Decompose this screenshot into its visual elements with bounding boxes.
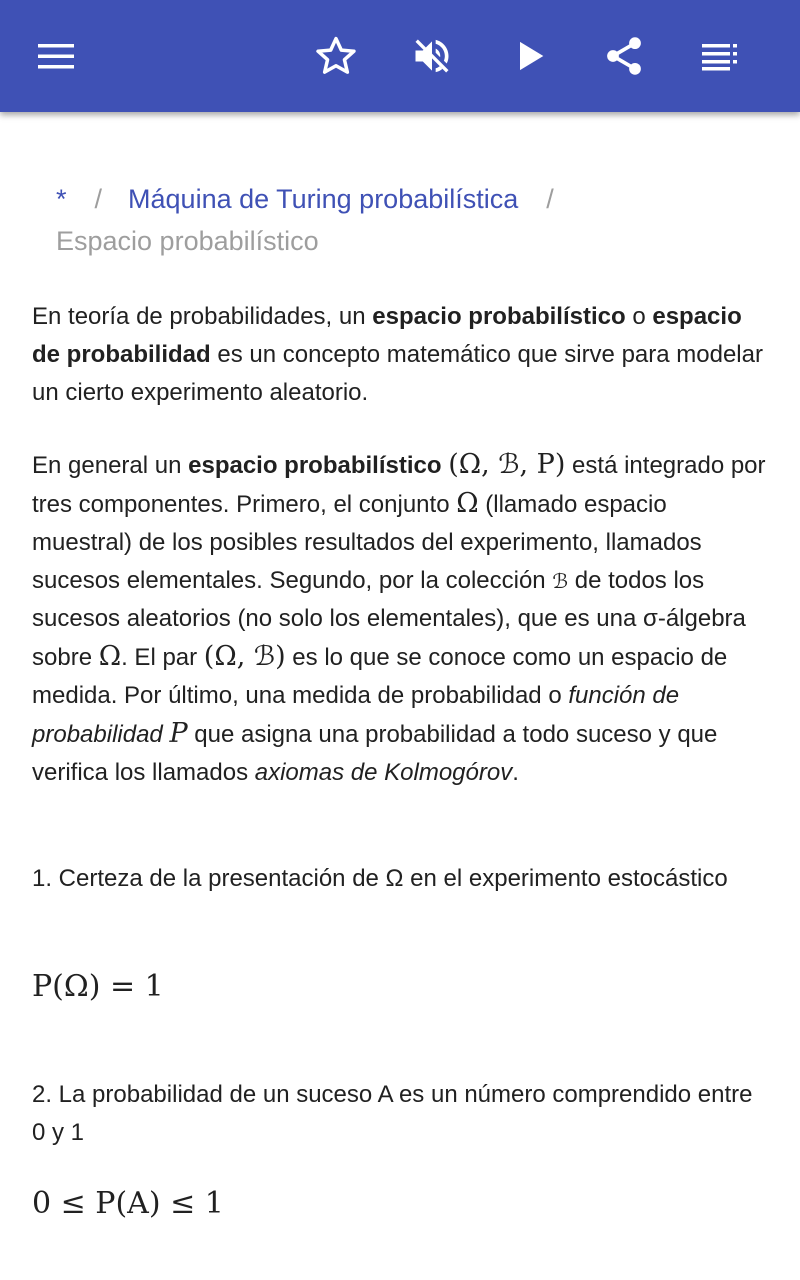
mute-button[interactable] [400,24,464,88]
bold-term: espacio probabilístico [372,303,626,330]
menu-button[interactable] [24,24,88,88]
intro-paragraph [32,298,772,412]
math-p: P [169,718,188,749]
axiom-1-text: 1. Certeza de la presentación de Ω en el experimento estocástico [32,865,728,892]
contents-button[interactable] [688,24,752,88]
share-button[interactable] [592,24,656,88]
text: es un concepto matemático que sirve para modelar un cierto experimento aleatorio. [32,341,763,406]
italic-term: función de probabilidad [32,682,680,748]
text: está integrado por tres componentes. Primero, el conjunto [32,452,766,518]
app-bar [0,0,800,112]
text: . El par [121,644,204,671]
bold-term: espacio de probabilidad [32,303,742,368]
article-content [0,112,800,1280]
text: (llamado espacio muestral) de los posibles resultados del experimento, llamados sucesos elementales. Segundo, por la colección [32,491,702,594]
breadcrumb-separator: / [94,184,103,214]
text: que asigna una probabilidad a todo suceso y que verifica los llamados [32,721,718,786]
breadcrumb-parent-link[interactable]: Máquina de Turing probabilística [128,184,519,214]
text: . [512,759,519,786]
breadcrumb-separator: / [546,184,554,214]
text: En general un [32,452,189,479]
math-triple: (Ω, ℬ, P) [448,449,566,480]
bold-term: espacio probabilístico [188,452,442,479]
breadcrumb [56,178,756,262]
text: es lo que se conoce como un espacio de medida. Por último, una medida de probabilidad o [32,644,728,709]
italic-term: axiomas de Kolmogórov [254,759,513,786]
math-omega: Ω [456,488,479,519]
math-omega: Ω [98,641,122,672]
definition-paragraph [32,446,772,792]
text: de todos los sucesos aleatorios (no solo los elementales), que es una σ-álgebra sobre [32,567,746,671]
math-sigma-algebra: ℬ [552,569,569,593]
text: o [625,303,653,330]
volume-off-icon [410,34,454,78]
breadcrumb-home-link[interactable]: * [56,184,67,214]
axiom-1-formula: P(Ω) = 1 [32,969,164,1004]
play-button[interactable] [498,24,562,88]
axiom-2-text: 2. La probabilidad de un suceso A es un número comprendido entre 0 y 1 [32,1081,753,1146]
favorite-button[interactable] [304,24,368,88]
share-icon [602,34,646,78]
text: En teoría de probabilidades, un [32,303,373,330]
playlist-icon [700,36,740,76]
menu-icon [36,36,76,76]
math-pair: (Ω, ℬ) [203,641,286,672]
axiom-2-formula: 0 ≤ P(A) ≤ 1 [32,1186,224,1221]
breadcrumb-current: Espacio probabilístico [56,226,319,256]
star-icon [314,34,358,78]
play-icon [510,36,550,76]
